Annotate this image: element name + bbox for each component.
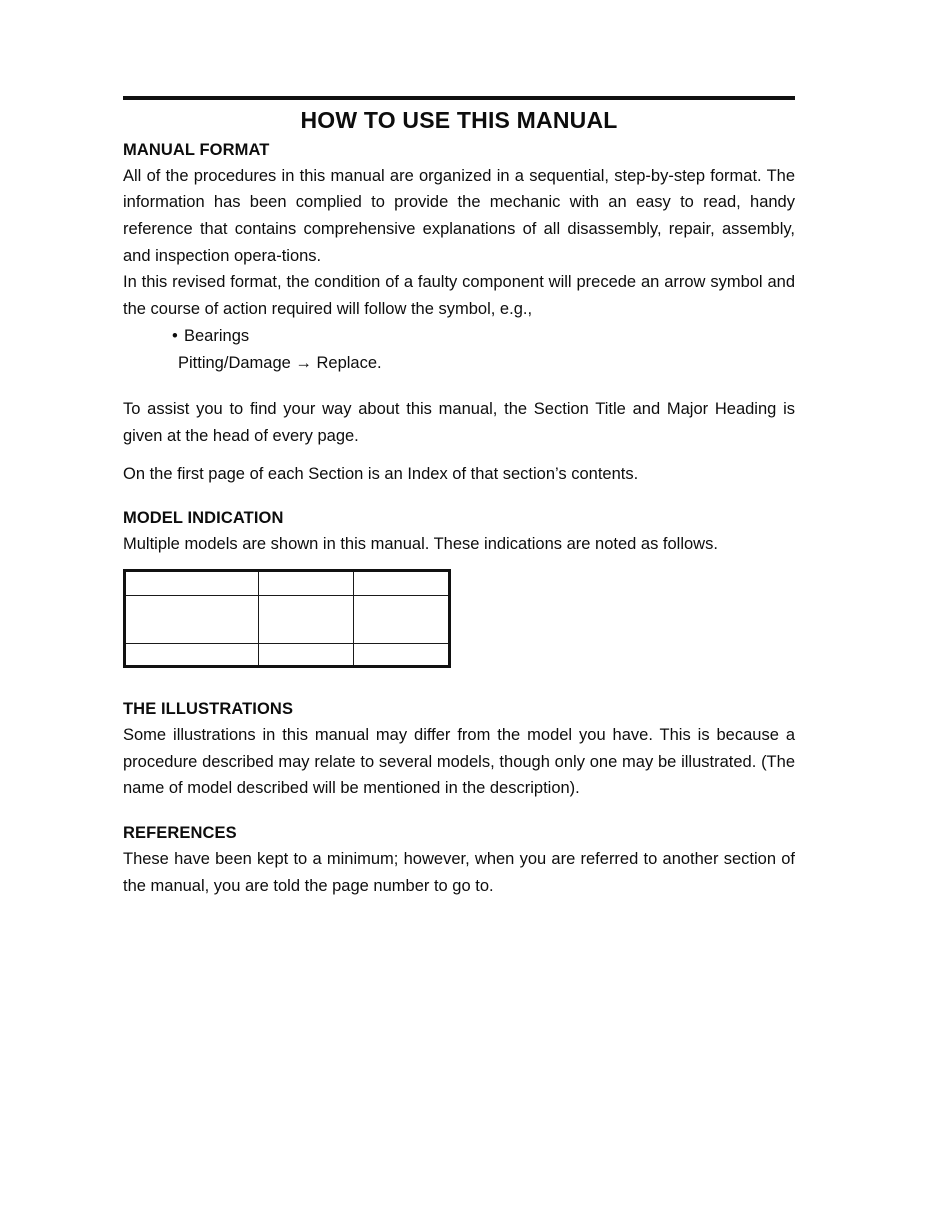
table-cell bbox=[125, 596, 259, 644]
bullet-dot-icon: • bbox=[172, 326, 178, 345]
spacer bbox=[123, 558, 795, 569]
table-cell bbox=[259, 571, 354, 596]
table-cell bbox=[354, 644, 450, 667]
model-indication-paragraph: Multiple models are shown in this manual. These indications are noted as follows. bbox=[123, 535, 718, 554]
example-bullet-list bbox=[123, 323, 795, 376]
model-indication-table-body bbox=[125, 571, 450, 667]
table-cell bbox=[125, 571, 259, 596]
spacer bbox=[123, 487, 795, 507]
spacer bbox=[123, 450, 795, 461]
section-heading-illustrations: THE ILLUSTRATIONS bbox=[123, 700, 294, 719]
section-heading-references: REFERENCES bbox=[123, 824, 237, 843]
table-row bbox=[125, 644, 450, 667]
manual-format-paragraph-2: In this revised format, the condition of a faulty component will precede an arrow symbol and the course of action required will follow the symbol, e.g., bbox=[123, 273, 795, 319]
manual-format-paragraph-1: All of the procedures in this manual are organized in a sequential, step-by-step format. The information has been complied to provide the mechanic with an easy to read, handy reference that contains comprehensive explanations of all disassembly, repair, assembly, and inspection opera-tions. bbox=[123, 166, 795, 265]
table-cell bbox=[259, 644, 354, 667]
manual-format-paragraph-4: On the first page of each Section is an Index of that section’s contents. bbox=[123, 464, 639, 483]
spacer bbox=[123, 376, 795, 396]
bullet-item-label: Bearings bbox=[184, 326, 250, 345]
table-row bbox=[125, 596, 450, 644]
header-rule bbox=[123, 96, 795, 100]
illustrations-paragraph: Some illustrations in this manual may differ from the model you have. This is because a procedure described may relate to several models, though only one may be illustrated. (The name of model described will be mentioned in the description). bbox=[123, 725, 795, 798]
bullet-item-detail: Pitting/Damage → Replace. bbox=[178, 353, 382, 372]
table-row bbox=[125, 571, 450, 596]
table-cell bbox=[259, 596, 354, 644]
table-cell bbox=[354, 571, 450, 596]
references-paragraph: These have been kept to a minimum; however, when you are referred to another section of the manual, you are told the page number to go to. bbox=[123, 850, 795, 895]
table-cell bbox=[354, 596, 450, 644]
page-content bbox=[123, 96, 795, 900]
page-title: HOW TO USE THIS MANUAL bbox=[300, 107, 618, 133]
spacer bbox=[123, 802, 795, 822]
section-heading-manual-format: MANUAL FORMAT bbox=[123, 140, 270, 159]
model-indication-table bbox=[123, 569, 451, 668]
manual-format-paragraph-3: To assist you to find your way about this manual, the Section Title and Major Heading is given at the head of every page. bbox=[123, 400, 795, 445]
table-cell bbox=[125, 644, 259, 667]
bullet-list-item bbox=[172, 323, 795, 350]
spacer bbox=[123, 668, 795, 698]
section-heading-model-indication: MODEL INDICATION bbox=[123, 509, 284, 528]
